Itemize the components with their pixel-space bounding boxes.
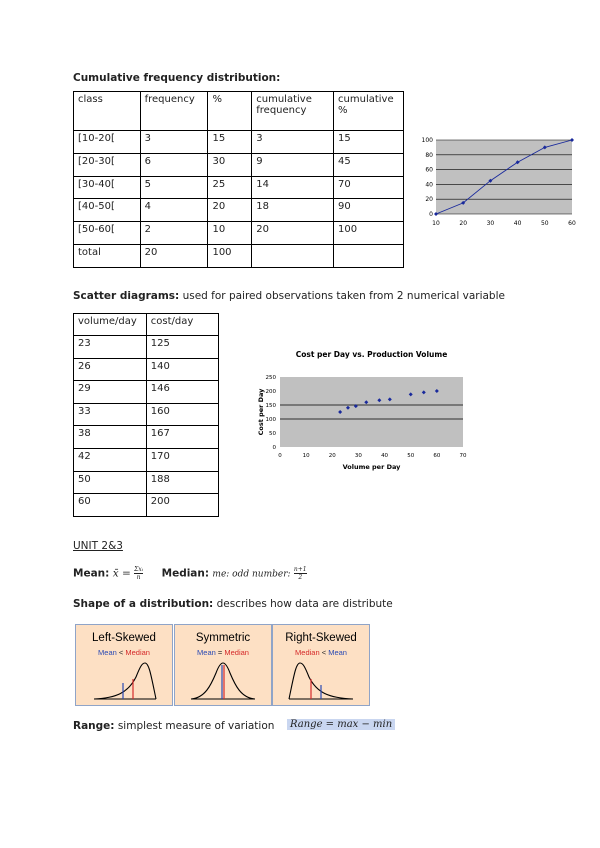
plot-area <box>280 377 463 447</box>
table-cell: 33 <box>74 403 147 426</box>
y-tick-label: 0 <box>429 211 433 218</box>
y-tick-label: 80 <box>425 151 433 159</box>
table-row <box>74 471 219 494</box>
table-cell: 26 <box>74 358 147 381</box>
table-cell: [10-20[ <box>74 131 141 154</box>
scatter-heading <box>73 290 505 302</box>
y-tick-label: 40 <box>425 181 433 189</box>
y-tick-label: 250 <box>265 375 276 381</box>
header-cell: cumulative frequency <box>252 92 334 131</box>
header-cell: % <box>208 92 252 131</box>
median-label: Median: <box>161 567 210 580</box>
table-header-row <box>74 314 219 336</box>
table-cell: [40-50[ <box>74 199 141 222</box>
y-axis-label: Cost per Day <box>257 388 265 436</box>
table-cell: 45 <box>334 153 404 176</box>
range-desc: simplest measure of variation <box>114 720 275 732</box>
box-title: Symmetric <box>195 632 251 644</box>
x-axis-label: Volume per Day <box>342 463 401 471</box>
mean-denominator: n <box>136 574 141 581</box>
x-tick-label: 50 <box>540 220 549 227</box>
x-tick-label: 30 <box>486 220 495 227</box>
table-cell <box>334 244 404 267</box>
x-tick-label: 0 <box>278 453 282 459</box>
table-row <box>74 199 404 222</box>
table-cell: 18 <box>252 199 334 222</box>
header-cell: class <box>74 92 141 131</box>
table-cell: 200 <box>146 494 218 517</box>
box-sub-rel: = <box>215 648 225 657</box>
box-sub-b: Median <box>224 648 249 657</box>
symmetric-box <box>174 624 272 706</box>
table-row <box>74 336 219 359</box>
y-tick-label: 0 <box>272 445 276 451</box>
y-tick-label: 100 <box>265 417 276 423</box>
left-skewed-box <box>75 624 173 706</box>
table-cell: 160 <box>146 403 218 426</box>
median-fraction <box>294 566 307 581</box>
formula-line <box>73 566 307 581</box>
table-cell: 20 <box>252 222 334 245</box>
table-cell: [50-60[ <box>74 222 141 245</box>
x-tick-label: 20 <box>328 453 336 459</box>
table-row <box>74 448 219 471</box>
table-cell: 3 <box>252 131 334 154</box>
mean-fraction <box>134 566 143 581</box>
box-title: Left-Skewed <box>92 632 156 644</box>
shape-heading-bold: Shape of a distribution: <box>73 598 214 610</box>
table-cell: 60 <box>74 494 147 517</box>
y-tick-label: 20 <box>425 196 433 204</box>
table-cell: 6 <box>140 153 208 176</box>
table-cell: 10 <box>208 222 252 245</box>
x-tick-label: 40 <box>513 220 522 227</box>
header-cell: volume/day <box>74 314 147 336</box>
table-cell: 3 <box>140 131 208 154</box>
box-sub-rel: < <box>116 648 126 657</box>
table-cell: [20-30[ <box>74 153 141 176</box>
table-cell: 14 <box>252 176 334 199</box>
table-cell: 30 <box>208 153 252 176</box>
table-cell: total <box>74 244 141 267</box>
range-line <box>73 720 274 732</box>
x-tick-label: 70 <box>459 453 467 459</box>
box-subtitle <box>76 648 172 657</box>
median-denominator: 2 <box>298 574 303 581</box>
cumulative-table <box>73 91 404 268</box>
y-tick-label: 60 <box>425 166 433 174</box>
table-row <box>74 358 219 381</box>
unit-title: UNIT 2&3 <box>73 540 123 552</box>
table-cell: 2 <box>140 222 208 245</box>
table-cell: 4 <box>140 199 208 222</box>
table-cell: 100 <box>208 244 252 267</box>
mean-numerator: Σxᵢ <box>134 566 143 573</box>
scatter-table <box>73 313 219 517</box>
y-tick-label: 150 <box>265 403 276 409</box>
median-formula: me: odd number: <box>212 569 291 580</box>
y-tick-label: 50 <box>269 431 276 437</box>
table-cell: 188 <box>146 471 218 494</box>
table-cell: 125 <box>146 336 218 359</box>
table-cell: 70 <box>334 176 404 199</box>
table-cell <box>252 244 334 267</box>
box-sub-b: Median <box>125 648 150 657</box>
header-cell: cost/day <box>146 314 218 336</box>
cumulative-heading: Cumulative frequency distribution: <box>73 72 281 84</box>
cumulative-line-chart <box>420 134 580 234</box>
table-cell: 23 <box>74 336 147 359</box>
table-row <box>74 426 219 449</box>
right-skewed-box <box>272 624 370 706</box>
table-cell: 42 <box>74 448 147 471</box>
table-cell: 20 <box>140 244 208 267</box>
mean-formula: x̄ = <box>112 567 131 580</box>
mean-label: Mean: <box>73 567 110 580</box>
table-row <box>74 244 404 267</box>
table-cell: 9 <box>252 153 334 176</box>
x-tick-label: 30 <box>354 453 362 459</box>
header-cell: cumulative % <box>334 92 404 131</box>
table-row <box>74 403 219 426</box>
table-cell: 50 <box>74 471 147 494</box>
right-skewed-curve <box>273 659 369 703</box>
scatter-heading-bold: Scatter diagrams: <box>73 290 180 302</box>
box-sub-rel: < <box>319 648 329 657</box>
symmetric-curve <box>175 659 271 703</box>
box-sub-a: Median <box>295 648 320 657</box>
chart-title: Cost per Day vs. Production Volume <box>295 350 448 359</box>
table-cell: 146 <box>146 381 218 404</box>
table-cell: 170 <box>146 448 218 471</box>
range-label: Range: <box>73 720 115 732</box>
box-sub-a: Mean <box>98 648 117 657</box>
plot-area <box>436 140 572 214</box>
box-subtitle <box>175 648 271 657</box>
table-cell: 5 <box>140 176 208 199</box>
box-sub-a: Mean <box>197 648 216 657</box>
left-skewed-curve <box>76 659 172 703</box>
box-title: Right-Skewed <box>285 632 357 644</box>
table-cell: 167 <box>146 426 218 449</box>
table-cell: 29 <box>74 381 147 404</box>
table-cell: 140 <box>146 358 218 381</box>
table-cell: 15 <box>208 131 252 154</box>
range-formula: Range = max − min <box>287 719 395 730</box>
table-cell: 15 <box>334 131 404 154</box>
table-row <box>74 222 404 245</box>
table-cell: 38 <box>74 426 147 449</box>
x-tick-label: 10 <box>432 220 440 227</box>
table-row <box>74 176 404 199</box>
x-tick-label: 40 <box>381 453 389 459</box>
table-cell: 100 <box>334 222 404 245</box>
median-numerator: n+1 <box>293 566 307 573</box>
x-tick-label: 20 <box>459 220 468 227</box>
table-row <box>74 494 219 517</box>
shape-heading <box>73 598 393 610</box>
table-cell: [30-40[ <box>74 176 141 199</box>
header-cell: frequency <box>140 92 208 131</box>
shape-heading-rest: describes how data are distribute <box>213 598 393 610</box>
x-tick-label: 60 <box>433 453 441 459</box>
table-header-row <box>74 92 404 131</box>
scatter-chart <box>250 344 475 479</box>
table-cell: 25 <box>208 176 252 199</box>
x-tick-label: 60 <box>568 220 576 227</box>
table-cell: 90 <box>334 199 404 222</box>
y-tick-label: 100 <box>421 137 433 144</box>
y-tick-label: 200 <box>265 389 276 395</box>
box-sub-b: Mean <box>328 648 347 657</box>
x-tick-label: 50 <box>407 453 415 459</box>
table-row <box>74 131 404 154</box>
table-row <box>74 153 404 176</box>
box-subtitle <box>273 648 369 657</box>
table-cell: 20 <box>208 199 252 222</box>
table-row <box>74 381 219 404</box>
x-tick-label: 10 <box>302 453 310 459</box>
scatter-heading-rest: used for paired observations taken from 2 numerical variable <box>179 290 505 302</box>
